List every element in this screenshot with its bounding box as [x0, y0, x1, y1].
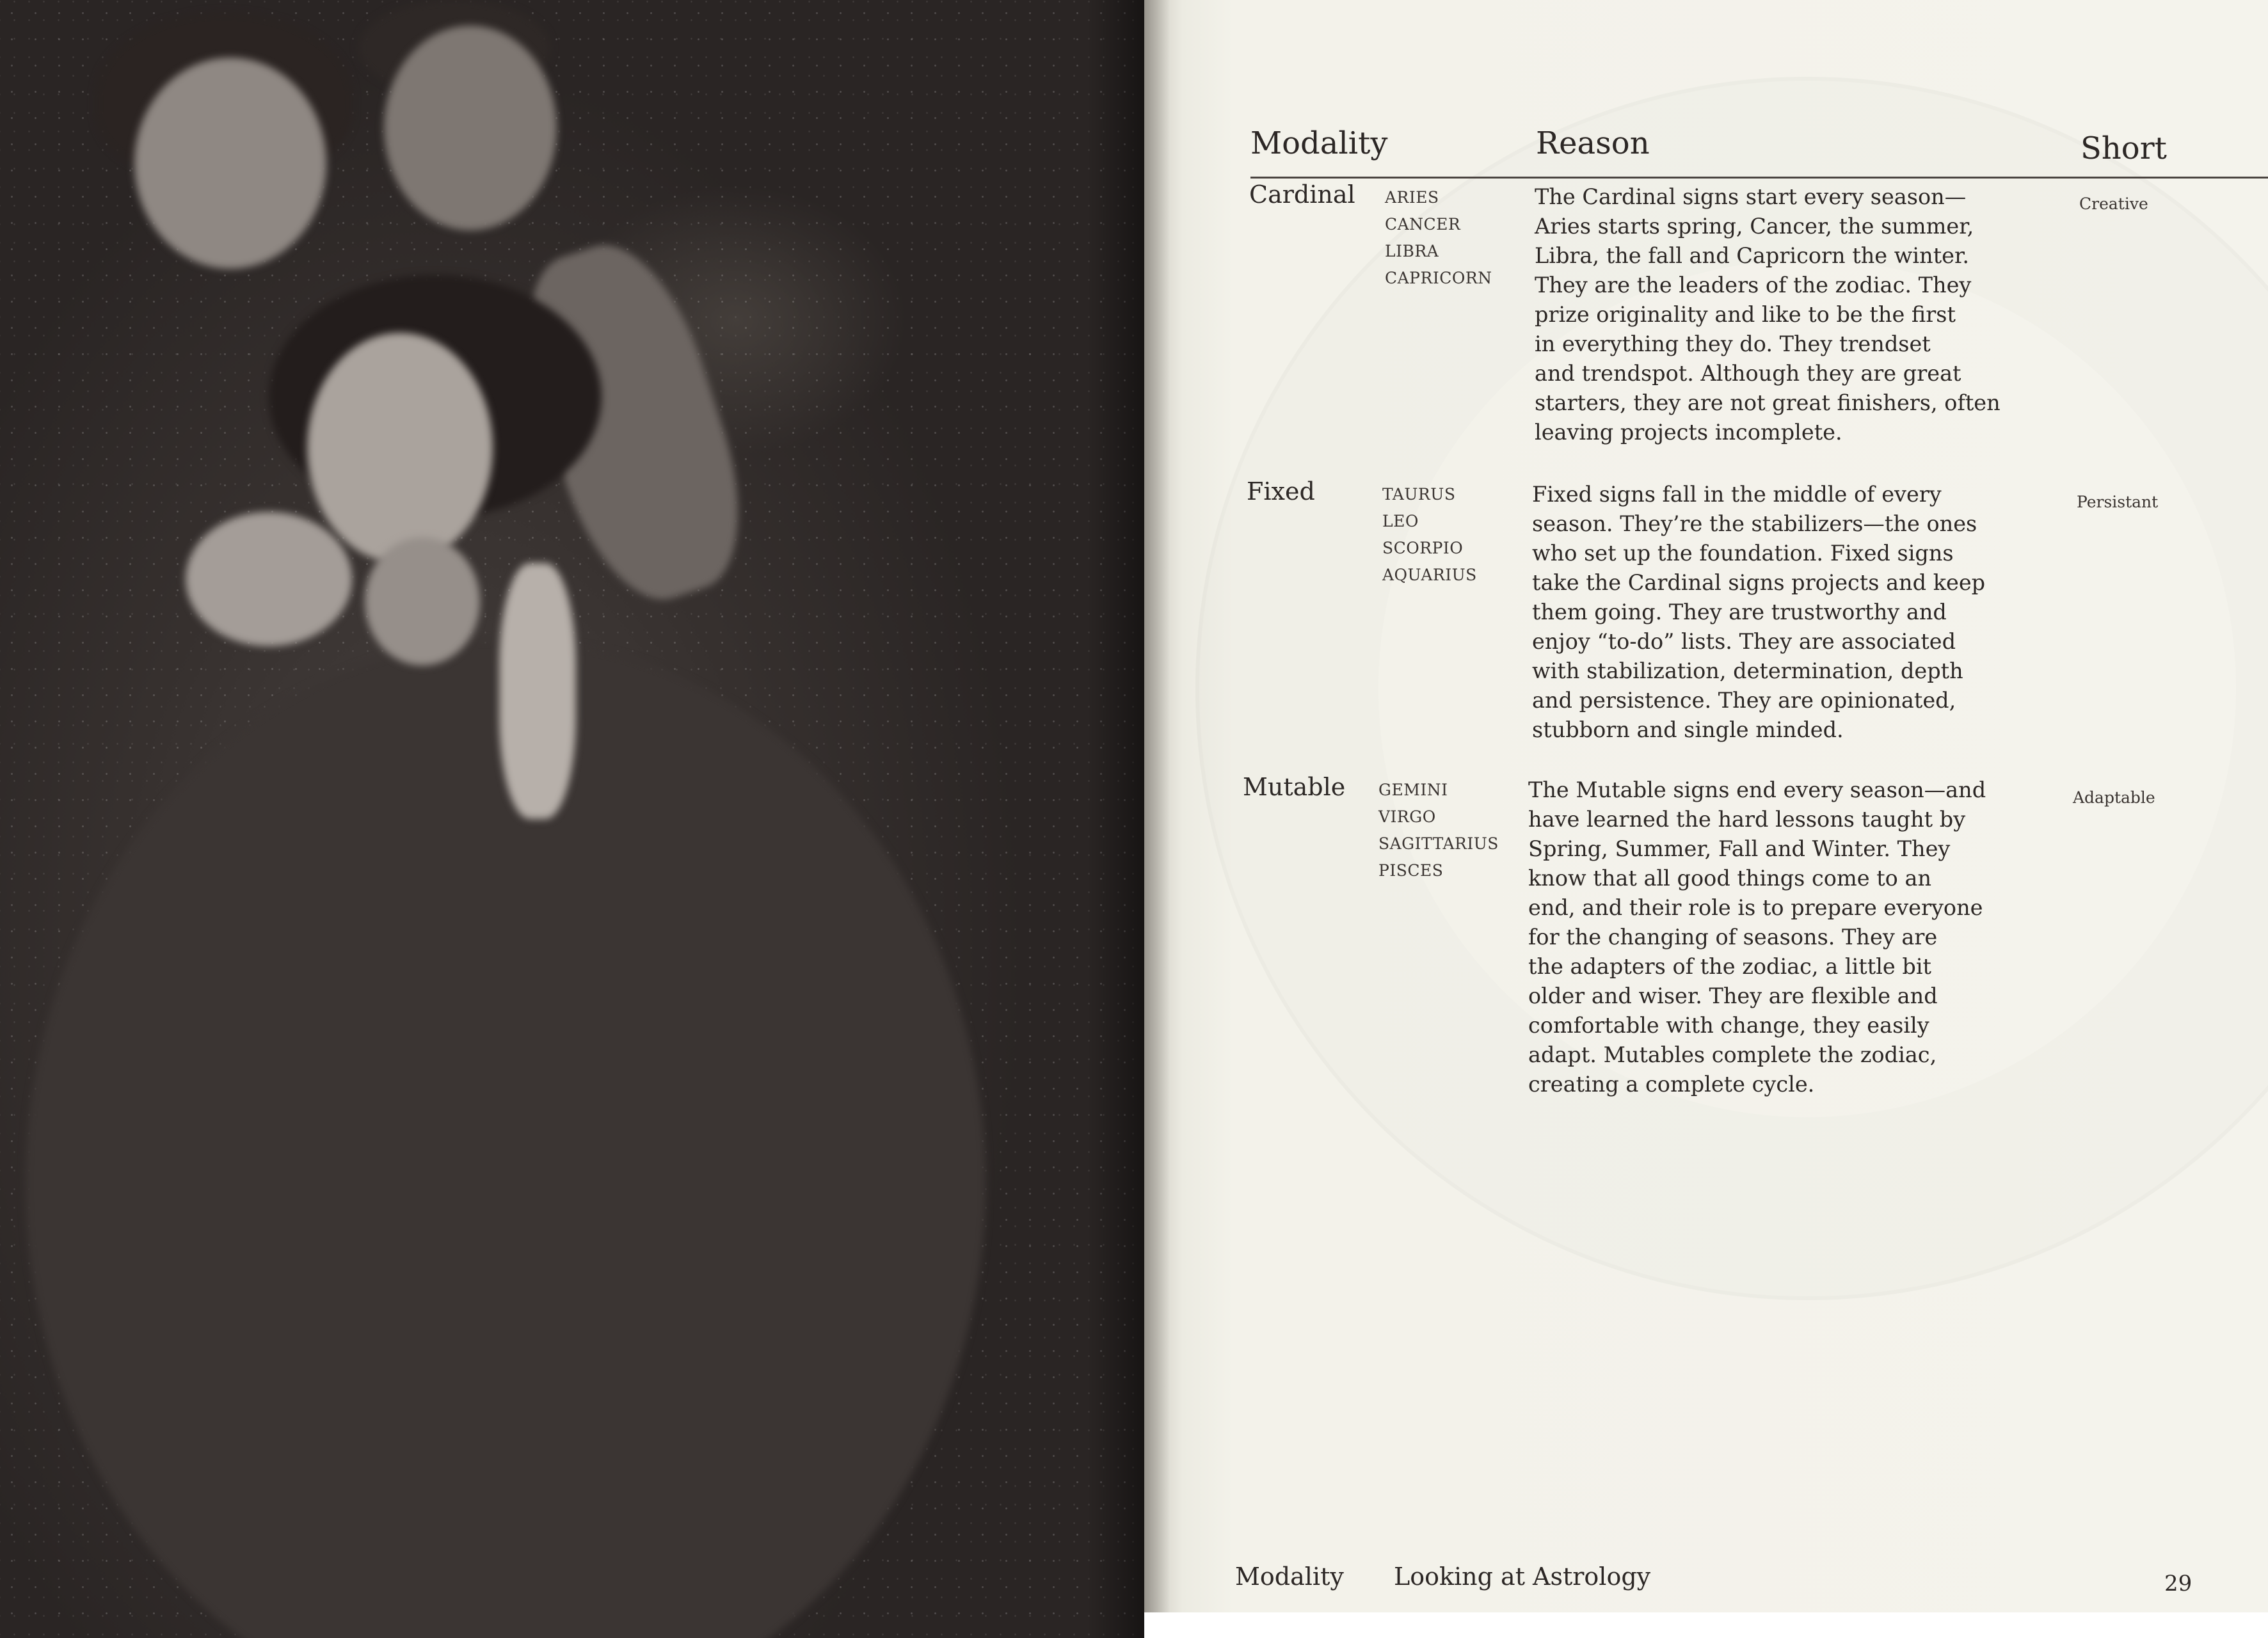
sign-item: VIRGO — [1378, 807, 1436, 826]
reason-line: starters, they are not great finishers, often — [1535, 390, 2000, 415]
reason-line: for the changing of seasons. They are — [1528, 925, 1938, 950]
sign-item: SCORPIO — [1382, 539, 1464, 557]
reason-line: creating a complete cycle. — [1528, 1072, 1815, 1097]
text-page — [1144, 0, 2268, 1638]
photo-hand — [186, 512, 352, 646]
modality-name: Mutable — [1243, 773, 1346, 801]
photo-face — [307, 333, 493, 563]
reason-line: leaving projects incomplete. — [1535, 420, 1842, 445]
reason-line: prize originality and like to be the first — [1535, 302, 1956, 327]
sign-item: GEMINI — [1378, 781, 1448, 799]
reason-text — [1528, 775, 1989, 1099]
column-header-modality: Modality — [1250, 125, 1388, 161]
reason-line: enjoy “to-do” lists. They are associated — [1532, 629, 1956, 654]
column-header-reason: Reason — [1536, 125, 1650, 161]
sign-item: CAPRICORN — [1385, 269, 1492, 287]
reason-line: the adapters of the zodiac, a little bit — [1528, 954, 1932, 979]
reason-line: comfortable with change, they easily — [1528, 1013, 1929, 1038]
reason-line: The Cardinal signs start every season— — [1535, 184, 1967, 209]
photo-face — [384, 26, 557, 230]
sign-item: LEO — [1382, 512, 1419, 530]
reason-line: them going. They are trustworthy and — [1532, 600, 1947, 624]
reason-line: have learned the hard lessons taught by — [1528, 807, 1966, 832]
column-header-short: Short — [2080, 131, 2167, 166]
reason-line: with stabilization, determination, depth — [1532, 658, 1963, 683]
reason-line: in everything they do. They trendset — [1535, 331, 1931, 356]
sign-item: AQUARIUS — [1382, 566, 1477, 584]
sign-item: ARIES — [1385, 188, 1439, 207]
photo-face — [134, 58, 326, 269]
reason-line: Spring, Summer, Fall and Winter. They — [1528, 836, 1951, 861]
reason-line: season. They’re the stabilizers—the ones — [1532, 511, 1977, 536]
page-number: 29 — [2164, 1571, 2192, 1596]
modality-name: Fixed — [1247, 477, 1315, 505]
sign-list — [1382, 481, 1477, 589]
photo-robe — [26, 640, 986, 1638]
reason-line: They are the leaders of the zodiac. They — [1535, 273, 1972, 298]
reason-line: Aries starts spring, Cancer, the summer, — [1535, 214, 1974, 239]
reason-line: and trendspot. Although they are great — [1535, 361, 1961, 386]
sign-list — [1385, 184, 1492, 292]
modality-name: Cardinal — [1249, 180, 1355, 209]
photo-neck — [365, 537, 480, 665]
sign-item: CANCER — [1385, 215, 1461, 234]
sign-list — [1378, 777, 1499, 884]
reason-line: Libra, the fall and Capricorn the winter. — [1535, 243, 1969, 268]
reason-line: The Mutable signs end every season—and — [1528, 777, 1986, 802]
photo-hand — [499, 563, 576, 819]
page-bottom-edge — [1144, 1612, 2268, 1638]
footer-section-name: Modality — [1235, 1562, 1344, 1591]
reason-line: older and wiser. They are flexible and — [1528, 983, 1938, 1008]
sign-item: PISCES — [1378, 861, 1444, 880]
reason-line: stubborn and single minded. — [1532, 717, 1844, 742]
header-rule — [1250, 177, 2268, 179]
short-label: Persistant — [2077, 493, 2159, 511]
reason-line: know that all good things come to an — [1528, 866, 1932, 891]
short-label: Creative — [2079, 195, 2148, 213]
short-label: Adaptable — [2073, 788, 2155, 807]
reason-line: who set up the foundation. Fixed signs — [1532, 541, 1954, 566]
reason-line: adapt. Mutables complete the zodiac, — [1528, 1042, 1937, 1067]
reason-line: and persistence. They are opinionated, — [1532, 688, 1956, 713]
reason-text — [1532, 480, 1993, 745]
reason-line: end, and their role is to prepare everyone — [1528, 895, 1983, 920]
reason-text — [1535, 182, 2000, 447]
sign-item: SAGITTARIUS — [1378, 834, 1499, 853]
footer-book-title: Looking at Astrology — [1394, 1562, 1651, 1591]
spine-shadow — [1144, 0, 1170, 1638]
reason-line: take the Cardinal signs projects and keep — [1532, 570, 1986, 595]
sign-item: LIBRA — [1385, 242, 1439, 260]
sign-item: TAURUS — [1382, 485, 1456, 504]
reason-line: Fixed signs fall in the middle of every — [1532, 482, 1942, 507]
